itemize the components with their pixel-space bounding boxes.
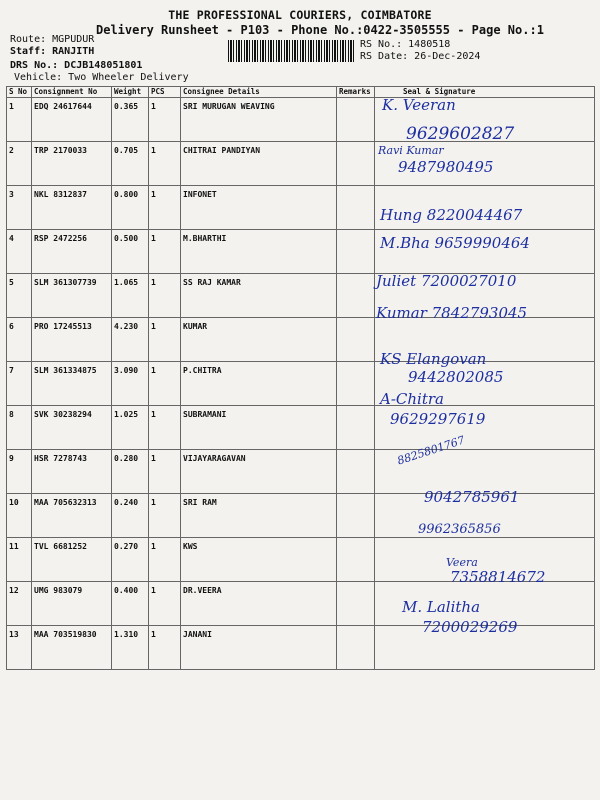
row-consignment-no: TVL 6681252 xyxy=(32,538,112,582)
col-consignee: Consignee Details xyxy=(181,87,337,98)
row-consignee: DR.VEERA xyxy=(181,582,337,626)
table-row xyxy=(7,450,595,494)
row-pcs: 1 xyxy=(149,406,181,450)
row-consignment-no: UMG 983079 xyxy=(32,582,112,626)
row-consignment-no: PRO 17245513 xyxy=(32,318,112,362)
route-label: Route: MGPUDUR xyxy=(10,34,95,45)
row-remarks xyxy=(337,230,375,274)
row-weight: 0.800 xyxy=(112,186,149,230)
table-row xyxy=(7,362,595,406)
row-pcs: 1 xyxy=(149,274,181,318)
runsheet-title: Delivery Runsheet - P103 - Phone No.:0422-3505555 - Page No.:1 xyxy=(96,23,544,37)
row-sno: 2 xyxy=(7,142,32,186)
table-header-row xyxy=(7,87,595,98)
row-sno: 9 xyxy=(7,450,32,494)
row-weight: 0.270 xyxy=(112,538,149,582)
row-remarks xyxy=(337,538,375,582)
row-consignment-no: HSR 7278743 xyxy=(32,450,112,494)
col-consignment: Consignment No xyxy=(32,87,112,98)
row-sno: 6 xyxy=(7,318,32,362)
row-sno: 5 xyxy=(7,274,32,318)
row-sno: 3 xyxy=(7,186,32,230)
signature-text: Juliet 7200027010 xyxy=(376,272,517,290)
row-consignee: M.BHARTHI xyxy=(181,230,337,274)
signature-text: 9629297619 xyxy=(390,410,486,428)
rs-number: RS No.: 1480518 xyxy=(360,39,451,50)
signature-text: 7200029269 xyxy=(422,618,518,636)
row-remarks xyxy=(337,494,375,538)
row-remarks xyxy=(337,450,375,494)
row-consignee: P.CHITRA xyxy=(181,362,337,406)
row-consignee: SUBRAMANI xyxy=(181,406,337,450)
row-weight: 0.365 xyxy=(112,98,149,142)
row-weight: 0.500 xyxy=(112,230,149,274)
row-pcs: 1 xyxy=(149,538,181,582)
row-consignment-no: MAA 705632313 xyxy=(32,494,112,538)
row-remarks xyxy=(337,98,375,142)
signature-text: Kumar 7842793045 xyxy=(376,304,528,322)
table-row xyxy=(7,406,595,450)
row-pcs: 1 xyxy=(149,494,181,538)
row-weight: 0.400 xyxy=(112,582,149,626)
row-consignment-no: EDQ 24617644 xyxy=(32,98,112,142)
rs-date: RS Date: 26-Dec-2024 xyxy=(360,51,481,62)
signature-text: 9629602827 xyxy=(406,124,515,144)
row-remarks xyxy=(337,362,375,406)
drs-number: DRS No.: DCJB148051801 xyxy=(10,60,143,71)
row-sno: 11 xyxy=(7,538,32,582)
row-sno: 8 xyxy=(7,406,32,450)
row-weight: 1.065 xyxy=(112,274,149,318)
row-pcs: 1 xyxy=(149,362,181,406)
row-consignment-no: SLM 361307739 xyxy=(32,274,112,318)
signature-text: Veera xyxy=(446,556,478,569)
row-consignee: SRI RAM xyxy=(181,494,337,538)
row-remarks xyxy=(337,582,375,626)
row-weight: 1.310 xyxy=(112,626,149,670)
row-remarks xyxy=(337,142,375,186)
row-consignment-no: RSP 2472256 xyxy=(32,230,112,274)
col-pcs: PCS xyxy=(149,87,181,98)
row-consignment-no: NKL 8312837 xyxy=(32,186,112,230)
row-sno: 10 xyxy=(7,494,32,538)
vehicle-label: Vehicle: Two Wheeler Delivery xyxy=(14,72,189,83)
signature-text: KS Elangovan xyxy=(380,350,487,368)
signature-text: 9962365856 xyxy=(418,522,501,537)
row-pcs: 1 xyxy=(149,98,181,142)
signature-text: 9042785961 xyxy=(424,488,520,506)
row-consignee: KUMAR xyxy=(181,318,337,362)
row-remarks xyxy=(337,318,375,362)
row-consignee: KWS xyxy=(181,538,337,582)
row-pcs: 1 xyxy=(149,186,181,230)
row-sno: 1 xyxy=(7,98,32,142)
row-sno: 13 xyxy=(7,626,32,670)
row-remarks xyxy=(337,626,375,670)
row-pcs: 1 xyxy=(149,626,181,670)
signature-text: M. Lalitha xyxy=(402,598,481,616)
row-weight: 3.090 xyxy=(112,362,149,406)
staff-label: Staff: RANJITH xyxy=(10,46,95,57)
row-consignee: INFONET xyxy=(181,186,337,230)
table-row xyxy=(7,142,595,186)
signature-text: K. Veeran xyxy=(382,96,456,114)
col-remarks: Remarks xyxy=(337,87,375,98)
row-sno: 4 xyxy=(7,230,32,274)
signature-text: 7358814672 xyxy=(450,568,546,586)
row-sno: 7 xyxy=(7,362,32,406)
row-consignee: SRI MURUGAN WEAVING xyxy=(181,98,337,142)
row-consignee: JANANI xyxy=(181,626,337,670)
signature-text: 9442802085 xyxy=(408,368,504,386)
signature-text: Hung 8220044467 xyxy=(380,206,523,224)
row-pcs: 1 xyxy=(149,318,181,362)
signature-text: M.Bha 9659990464 xyxy=(380,234,530,252)
row-consignment-no: SLM 361334875 xyxy=(32,362,112,406)
row-weight: 1.025 xyxy=(112,406,149,450)
row-weight: 0.280 xyxy=(112,450,149,494)
row-pcs: 1 xyxy=(149,450,181,494)
row-weight: 0.705 xyxy=(112,142,149,186)
row-consignee: VIJAYARAGAVAN xyxy=(181,450,337,494)
row-weight: 4.230 xyxy=(112,318,149,362)
row-consignment-no: TRP 2170033 xyxy=(32,142,112,186)
row-remarks xyxy=(337,274,375,318)
table-row xyxy=(7,318,595,362)
row-consignee: SS RAJ KAMAR xyxy=(181,274,337,318)
barcode-icon xyxy=(228,40,356,62)
row-remarks xyxy=(337,406,375,450)
row-pcs: 1 xyxy=(149,582,181,626)
row-consignee: CHITRAI PANDIYAN xyxy=(181,142,337,186)
row-pcs: 1 xyxy=(149,230,181,274)
row-sno: 12 xyxy=(7,582,32,626)
row-remarks xyxy=(337,186,375,230)
company-name: THE PROFESSIONAL COURIERS, COIMBATORE xyxy=(168,8,432,22)
row-pcs: 1 xyxy=(149,142,181,186)
signature-text: 8825801767 xyxy=(395,433,467,468)
col-seal: Seal & Signature xyxy=(375,87,595,98)
signature-text: A-Chitra xyxy=(380,390,444,408)
row-consignment-no: SVK 30238294 xyxy=(32,406,112,450)
signature-text: 9487980495 xyxy=(398,158,494,176)
signature-text: Ravi Kumar xyxy=(378,144,444,157)
col-weight: Weight xyxy=(112,87,149,98)
col-sno: S No xyxy=(7,87,32,98)
row-consignment-no: MAA 703519830 xyxy=(32,626,112,670)
row-weight: 0.240 xyxy=(112,494,149,538)
